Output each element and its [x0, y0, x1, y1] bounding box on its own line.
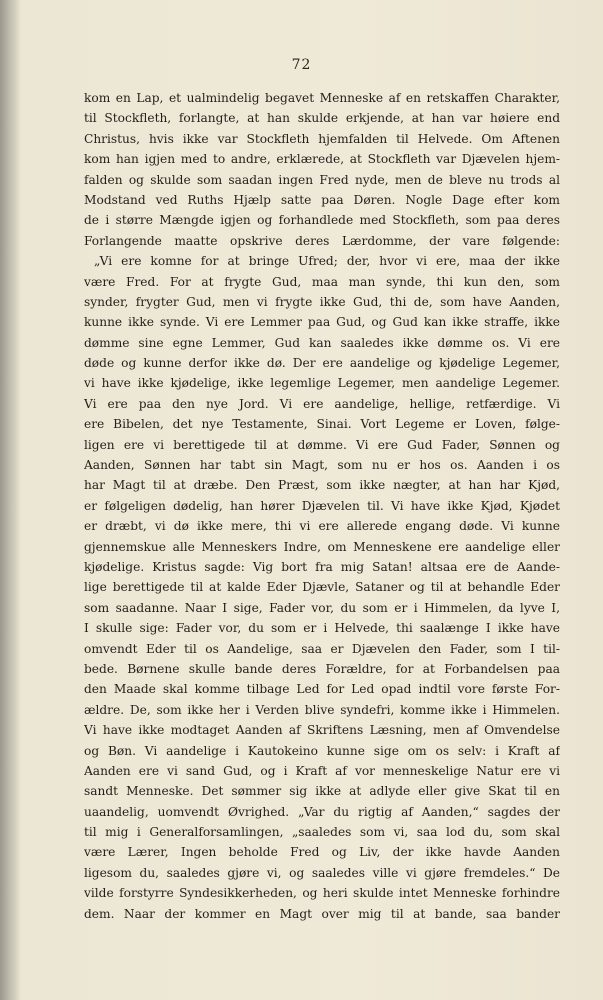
page-gutter-shadow [0, 0, 20, 1000]
text-line: Forlangende maatte opskrive deres Lærdomme, der vare følgende: [84, 233, 560, 248]
text-line: dømme sine egne Lemmer, Gud kan saaledes ikke dømme os. Vi ere [84, 335, 560, 350]
text-line: kom han igjen med to andre, erklærede, at Stockfleth var Djævelen hjem- [84, 152, 560, 167]
text-line: kjødelige. Kristus sagde: Vig bort fra mig Satan! altsaa ere de Aande- [84, 559, 560, 574]
text-line: kunne ikke synde. Vi ere Lemmer paa Gud, og Gud kan ikke straffe, ikke [84, 315, 560, 330]
text-line: som saadanne. Naar I sige, Fader vor, du som er i Himmelen, da lyve I, [84, 600, 560, 615]
text-line: sandt Menneske. Det sømmer sig ikke at adlyde eller give Skat til en [84, 784, 560, 799]
text-line: gjennemskue alle Menneskers Indre, om Menneskene ere aandelige eller [84, 539, 560, 554]
text-line: uaandelig, uomvendt Øvrighed. „Var du rigtig af Aanden,“ sagdes der [84, 804, 560, 819]
text-line: Modstand ved Ruths Hjælp satte paa Døren. Nogle Dage efter kom [84, 192, 560, 207]
text-line: Vi have ikke modtaget Aanden af Skriftens Læsning, men af Omvendelse [84, 723, 560, 738]
text-line: Aanden ere vi sand Gud, og i Kraft af vor menneskelige Natur ere vi [84, 763, 560, 778]
text-line: de i større Mængde igjen og forhandlede med Stockfleth, som paa deres [84, 213, 560, 228]
text-line: til mig i Generalforsamlingen, „saaledes som vi, saa lod du, som skal [84, 825, 560, 840]
text-line: til Stockfleth, forlangte, at han skulde erkjende, at han var høiere end [84, 111, 560, 126]
body-text [84, 88, 560, 924]
text-line: bede. Børnene skulle bande deres Forældre, for at Forbandelsen paa [84, 661, 560, 676]
text-line: synder, frygter Gud, men vi frygte ikke Gud, thi de, som have Aanden, [84, 294, 560, 309]
text-line: og Bøn. Vi aandelige i Kautokeino kunne sige om os selv: i Kraft af [84, 743, 560, 758]
text-line: I skulle sige: Fader vor, du som er i Helvede, thi saalænge I ikke have [84, 621, 560, 636]
text-line: Aanden, Sønnen har tabt sin Magt, som nu er hos os. Aanden i os [84, 458, 560, 473]
text-line: kom en Lap, et ualmindelig begavet Menneske af en retskaffen Charakter, [84, 91, 560, 105]
text-line: være Fred. For at frygte Gud, maa man synde, thi kun den, som [84, 274, 560, 289]
text-line: døde og kunne derfor ikke dø. Der ere aandelige og kjødelige Legemer, [84, 356, 560, 371]
text-line: ere Bibelen, det nye Testamente, Sinai. Vort Legeme er Loven, følge- [84, 417, 560, 432]
text-line: ældre. De, som ikke her i Verden blive syndefri, komme ikke i Himmelen. [84, 702, 560, 717]
text-line: har Magt til at dræbe. Den Præst, som ikke nægter, at han har Kjød, [84, 478, 560, 493]
text-line: dem. Naar der kommer en Magt over mig til at bande, saa bander [84, 906, 560, 921]
text-line: falden og skulde som saadan ingen Fred nyde, men de bleve nu trods al [84, 172, 560, 187]
text-line: omvendt Eder til os Aandelige, saa er Djævelen den Fader, som I til- [84, 641, 560, 656]
page-number: 72 [291, 57, 312, 73]
text-line: er følgeligen dødelig, han hører Djævelen til. Vi have ikke Kjød, Kjødet [84, 498, 560, 513]
text-line: vi have ikke kjødelige, ikke legemlige Legemer, men aandelige Legemer. [84, 376, 560, 391]
text-line: Vi ere paa den nye Jord. Vi ere aandelige, hellige, retfærdige. Vi [84, 396, 560, 411]
text-line: ligen ere vi berettigede til at dømme. Vi ere Gud Fader, Sønnen og [84, 437, 560, 452]
text-line: lige berettigede til at kalde Eder Djævle, Sataner og til at behandle Eder [84, 580, 560, 595]
text-line: den Maade skal komme tilbage Led for Led opad indtil vore første For- [84, 682, 560, 697]
text-line: Christus, hvis ikke var Stockfleth hjemfalden til Helvede. Om Aftenen [84, 131, 560, 146]
text-line: er dræbt, vi dø ikke mere, thi vi ere allerede engang døde. Vi kunne [84, 519, 560, 534]
text-line: ligesom du, saaledes gjøre vi, og saaledes ville vi gjøre fremdeles.“ De [84, 865, 560, 880]
text-line: være Lærer, Ingen beholde Fred og Liv, der ikke havde Aanden [84, 845, 560, 860]
text-line: „Vi ere komne for at bringe Ufred; der, hvor vi ere, maa der ikke [94, 254, 560, 269]
text-line: vilde forstyrre Syndesikkerheden, og heri skulde intet Menneske forhindre [84, 886, 560, 901]
